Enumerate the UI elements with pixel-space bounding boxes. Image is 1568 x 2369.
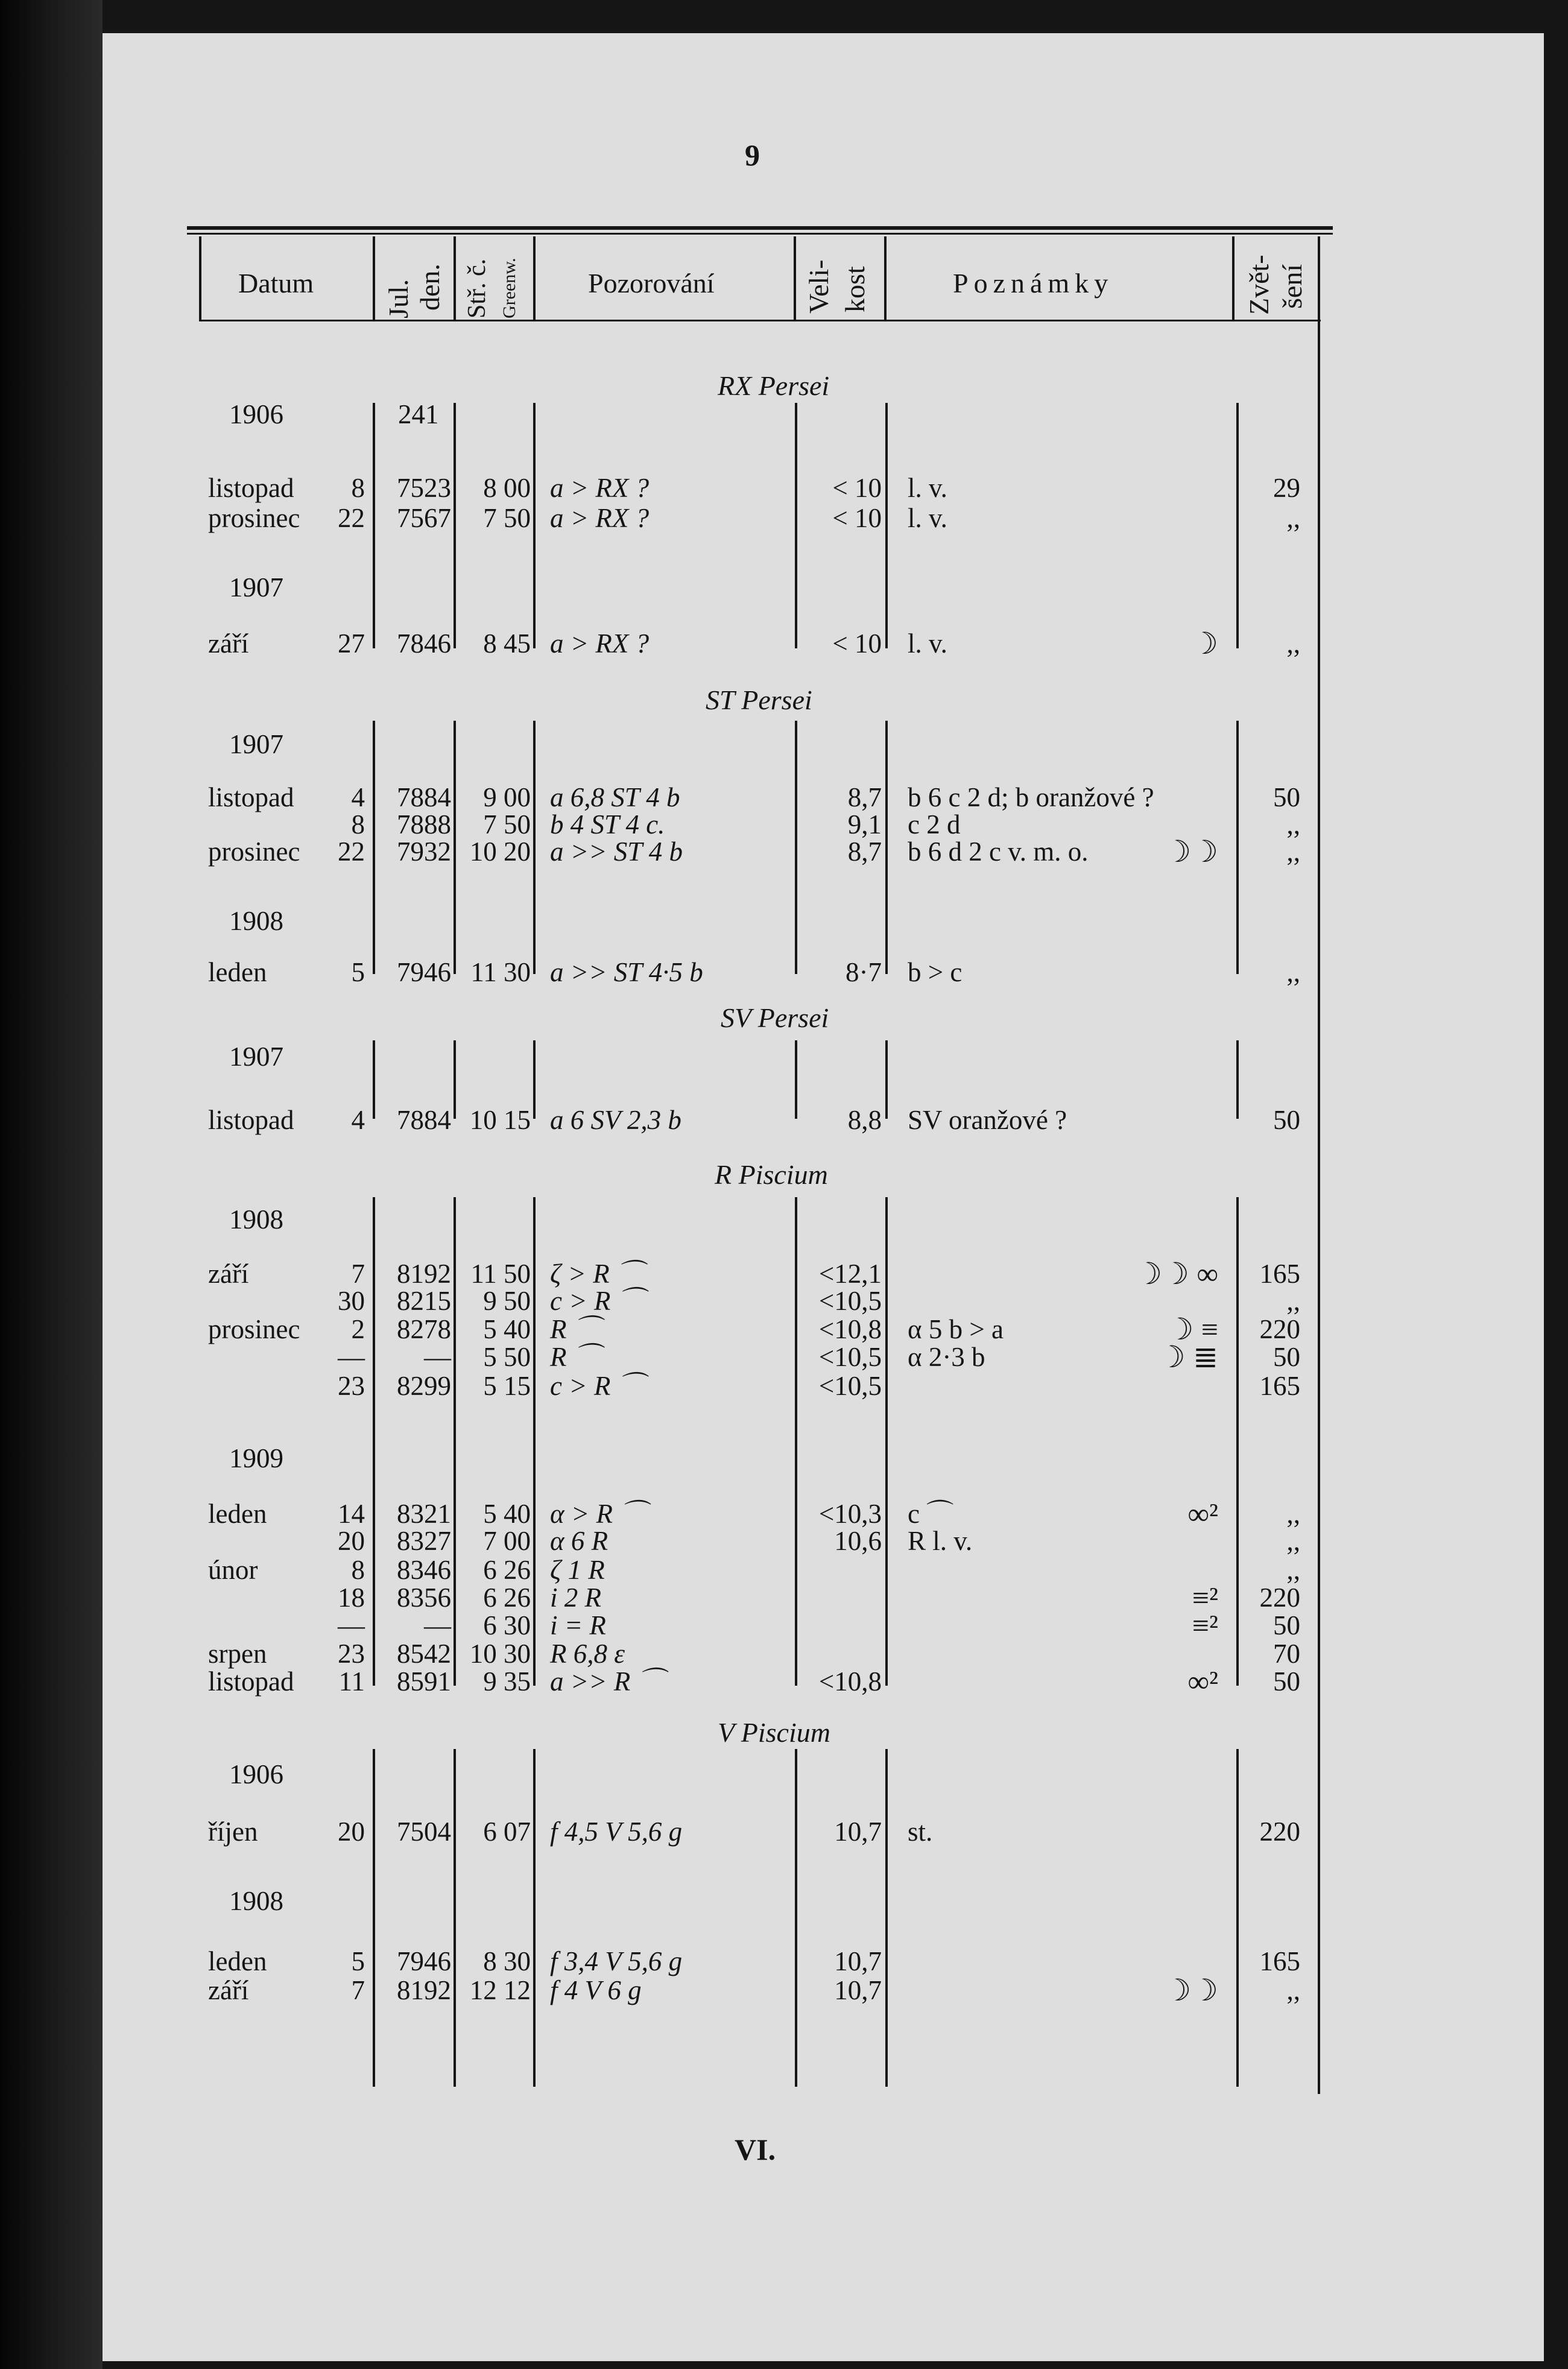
month-cell: prosinec <box>208 837 300 867</box>
col-line-mag-right <box>885 1197 888 1686</box>
header-poznamky: Poznámky <box>953 268 1114 299</box>
header-datum: Datum <box>238 268 314 299</box>
day-cell: — <box>338 1610 365 1640</box>
time-cell: 7 50 <box>483 809 531 840</box>
time-cell: 10 15 <box>469 1105 531 1135</box>
col-line-jd <box>454 403 456 648</box>
time-cell: 5 50 <box>483 1342 531 1372</box>
time-cell: 8 00 <box>483 473 531 503</box>
magnitude-cell: 10,7 <box>834 1975 882 2005</box>
year-label: 1908 <box>229 1886 283 1916</box>
observation-cell: f 4,5 V 5,6 g <box>550 1817 683 1847</box>
observation-cell: R ⌒ <box>550 1342 601 1372</box>
magnitude-cell: 8,7 <box>847 837 882 867</box>
symbol-cell: ☽☽ <box>1164 835 1218 868</box>
month-cell: listopad <box>208 473 294 503</box>
day-cell: 4 <box>351 782 365 812</box>
julian-day-cell: 7888 <box>397 809 451 840</box>
magnitude-cell: < 10 <box>832 503 882 533</box>
magnitude-cell: < 10 <box>832 473 882 503</box>
time-cell: 7 50 <box>483 503 531 533</box>
symbol-cell: ☽ ≣ <box>1158 1340 1218 1374</box>
magnification-cell: 220 <box>1259 1314 1300 1344</box>
year-label: 1908 <box>229 1204 283 1235</box>
year-label: 1907 <box>229 729 283 759</box>
julian-day-cell: 7884 <box>397 1105 451 1135</box>
day-cell: — <box>338 1342 365 1372</box>
observation-cell: a >> ST 4·5 b <box>550 957 703 987</box>
time-cell: 10 20 <box>469 837 531 867</box>
col-line-jd <box>454 236 456 321</box>
magnitude-cell: 8,8 <box>847 1105 882 1135</box>
note-cell: b 6 d 2 c v. m. o. <box>908 837 1089 867</box>
observation-cell: c > R ⌒ <box>550 1371 645 1401</box>
col-line-jd <box>454 1040 456 1119</box>
month-cell: listopad <box>208 782 294 812</box>
time-cell: 6 30 <box>483 1610 531 1640</box>
observation-cell: a > RX ? <box>550 473 650 503</box>
magnitude-cell: 8,7 <box>847 782 882 812</box>
magnification-cell: ,, <box>1286 1526 1300 1556</box>
observation-cell: f 3,4 V 5,6 g <box>550 1946 683 1976</box>
magnification-cell: 29 <box>1273 473 1300 503</box>
magnitude-cell: <10,8 <box>818 1666 882 1697</box>
note-cell: l. v. <box>908 503 947 533</box>
magnification-cell: ,, <box>1286 503 1300 533</box>
julian-day-cell: 7846 <box>397 628 451 659</box>
col-line-zoom <box>1236 721 1239 974</box>
year-label: 1908 <box>229 906 283 936</box>
magnification-cell: ,, <box>1286 809 1300 840</box>
time-cell: 5 40 <box>483 1314 531 1344</box>
observation-cell: c > R ⌒ <box>550 1286 645 1316</box>
julian-day-cell: 8542 <box>397 1639 451 1669</box>
col-line-left <box>199 236 201 321</box>
col-line-time <box>533 403 536 648</box>
magnification-cell: 50 <box>1273 1666 1300 1697</box>
year-label: 1906 <box>229 399 283 429</box>
julian-day-cell: 7946 <box>397 957 451 987</box>
month-cell: prosinec <box>208 503 300 533</box>
observation-cell: ζ > R ⌒ <box>550 1259 643 1289</box>
magnification-cell: 70 <box>1273 1639 1300 1669</box>
symbol-cell: ∞² <box>1187 1497 1218 1531</box>
month-cell: prosinec <box>208 1314 300 1344</box>
symbol-cell: ≡² <box>1192 1581 1218 1615</box>
note-cell: SV oranžové ? <box>908 1105 1067 1135</box>
julian-day-cell: 8327 <box>397 1526 451 1556</box>
time-cell: 8 30 <box>483 1946 531 1976</box>
observation-cell: a >> ST 4 b <box>550 837 683 867</box>
note-cell: b > c <box>908 957 963 987</box>
page-number: 9 <box>745 138 760 172</box>
day-cell: 11 <box>338 1666 365 1697</box>
magnification-cell: 50 <box>1273 1610 1300 1640</box>
col-line-zoom <box>1236 403 1239 648</box>
month-cell: září <box>208 1975 249 2005</box>
magnitude-cell: <10,5 <box>818 1371 882 1401</box>
header-greenw: Greenw. <box>499 258 519 318</box>
col-line-mag-right <box>885 721 888 974</box>
magnitude-cell: <10,3 <box>818 1499 882 1529</box>
symbol-cell: ☽ <box>1191 627 1218 660</box>
year-label: 1907 <box>229 572 283 603</box>
observation-cell: a > RX ? <box>550 628 650 659</box>
month-cell: únor <box>208 1555 258 1585</box>
julian-day: 241 <box>398 399 439 429</box>
col-line-time <box>533 1040 536 1119</box>
day-cell: 7 <box>351 1975 365 2005</box>
time-cell: 6 26 <box>483 1555 531 1585</box>
time-cell: 11 30 <box>470 957 531 987</box>
time-cell: 6 26 <box>483 1583 531 1613</box>
header-top-rule-thin <box>187 233 1333 235</box>
observation-cell: i = R <box>550 1610 606 1640</box>
day-cell: 5 <box>351 1946 365 1976</box>
magnification-cell: 50 <box>1273 1342 1300 1372</box>
day-cell: 30 <box>338 1286 365 1316</box>
observation-cell: a 6 SV 2,3 b <box>550 1105 681 1135</box>
section-title: ST Persei <box>706 685 812 715</box>
observation-cell: R ⌒ <box>550 1314 601 1344</box>
observation-cell: α > R ⌒ <box>550 1499 647 1529</box>
day-cell: 4 <box>351 1105 365 1135</box>
month-cell: září <box>208 628 249 659</box>
col-line-jd <box>454 1197 456 1686</box>
observation-cell: a 6,8 ST 4 b <box>550 782 680 812</box>
col-line-zoom <box>1236 1197 1239 1686</box>
col-line-mag-right <box>885 1749 888 2087</box>
magnitude-cell: <10,5 <box>818 1342 882 1372</box>
col-line-zoom <box>1236 1749 1239 2087</box>
day-cell: 7 <box>351 1259 365 1289</box>
julian-day-cell: 7567 <box>397 503 451 533</box>
time-cell: 7 00 <box>483 1526 531 1556</box>
header-bottom-rule <box>199 320 1321 321</box>
col-line-mag-right <box>885 1040 888 1119</box>
observation-cell: a > RX ? <box>550 503 650 533</box>
magnitude-cell: 10,6 <box>834 1526 882 1556</box>
time-cell: 8 45 <box>483 628 531 659</box>
col-line-time <box>533 721 536 974</box>
magnification-cell: ,, <box>1286 837 1300 867</box>
col-line-mag-right <box>885 403 888 648</box>
month-cell: září <box>208 1259 249 1289</box>
header-vel: Veli- <box>803 259 834 314</box>
observation-cell: f 4 V 6 g <box>550 1975 642 2005</box>
julian-day-cell: 8278 <box>397 1314 451 1344</box>
julian-day-cell: 8299 <box>397 1371 451 1401</box>
julian-day-cell: — <box>424 1610 451 1640</box>
magnification-cell: ,, <box>1286 628 1300 659</box>
col-line-time <box>533 236 536 321</box>
time-cell: 9 50 <box>483 1286 531 1316</box>
observation-cell: α 6 R <box>550 1526 609 1556</box>
julian-day-cell: 8356 <box>397 1583 451 1613</box>
julian-day-cell: 8346 <box>397 1555 451 1585</box>
magnification-cell: 220 <box>1259 1583 1300 1613</box>
julian-day-cell: 8215 <box>397 1286 451 1316</box>
col-line-notes <box>1232 236 1234 321</box>
header-zvet: Zvět- <box>1244 255 1274 315</box>
col-line-time <box>533 1197 536 1686</box>
magnitude-cell: 10,7 <box>834 1946 882 1976</box>
time-cell: 12 12 <box>469 1975 531 2005</box>
magnification-cell: 165 <box>1259 1946 1300 1976</box>
day-cell: 14 <box>338 1499 365 1529</box>
magnification-cell: ,, <box>1286 957 1300 987</box>
magnification-cell: ,, <box>1286 1499 1300 1529</box>
month-cell: říjen <box>208 1817 258 1847</box>
month-cell: leden <box>208 957 267 987</box>
magnitude-cell: 10,7 <box>834 1817 882 1847</box>
magnitude-cell: < 10 <box>832 628 882 659</box>
magnification-cell: ,, <box>1286 1555 1300 1585</box>
note-cell: α 5 b > a <box>908 1314 1004 1344</box>
julian-day-cell: 7504 <box>397 1817 451 1847</box>
day-cell: 27 <box>338 628 365 659</box>
observation-cell: ζ 1 R <box>550 1555 605 1585</box>
symbol-cell: ☽☽ <box>1164 1973 1218 2007</box>
magnitude-cell: 9,1 <box>847 809 882 840</box>
magnification-cell: 165 <box>1259 1371 1300 1401</box>
note-cell: l. v. <box>908 628 947 659</box>
time-cell: 11 50 <box>470 1259 531 1289</box>
symbol-cell: ☽☽ ∞ <box>1135 1257 1218 1291</box>
header-seni: šení <box>1277 264 1307 309</box>
magnitude-cell: <12,1 <box>818 1259 882 1289</box>
day-cell: 23 <box>338 1639 365 1669</box>
day-cell: 5 <box>351 957 365 987</box>
day-cell: 22 <box>338 837 365 867</box>
note-cell: α 2·3 b <box>908 1342 985 1372</box>
observation-cell: R 6,8 ε <box>550 1639 625 1669</box>
year-label: 1909 <box>229 1443 283 1473</box>
time-cell: 6 07 <box>483 1817 531 1847</box>
magnification-cell: 220 <box>1259 1817 1300 1847</box>
day-cell: 22 <box>338 503 365 533</box>
col-line-mag-left <box>795 1749 797 2087</box>
col-line-datum <box>373 403 375 648</box>
time-cell: 10 30 <box>469 1639 531 1669</box>
col-line-obs <box>794 236 796 321</box>
header-kost: kost <box>839 266 870 312</box>
col-line-time <box>533 1749 536 2087</box>
symbol-cell: ☽ ≡ <box>1166 1312 1218 1346</box>
month-cell: listopad <box>208 1666 294 1697</box>
day-cell: 2 <box>351 1314 365 1344</box>
header-top-rule <box>187 226 1333 230</box>
day-cell: 20 <box>338 1817 365 1847</box>
header-jul: Jul. <box>383 279 414 318</box>
col-line-jd <box>454 1749 456 2087</box>
julian-day-cell: 8321 <box>397 1499 451 1529</box>
note-cell: R l. v. <box>908 1526 973 1556</box>
note-cell: l. v. <box>908 473 947 503</box>
section-title: RX Persei <box>718 370 830 401</box>
col-line-right <box>1318 236 1320 2094</box>
day-cell: 8 <box>351 1555 365 1585</box>
note-cell: c 2 d <box>908 809 961 840</box>
section-title: SV Persei <box>721 1002 829 1033</box>
day-cell: 8 <box>351 809 365 840</box>
julian-day-cell: 8591 <box>397 1666 451 1697</box>
col-line-datum <box>373 1040 375 1119</box>
symbol-cell: ≡² <box>1192 1608 1218 1642</box>
magnification-cell: ,, <box>1286 1286 1300 1316</box>
month-cell: leden <box>208 1499 267 1529</box>
day-cell: 8 <box>351 473 365 503</box>
col-line-datum <box>373 721 375 974</box>
month-cell: srpen <box>208 1639 267 1669</box>
magnitude-cell: <10,8 <box>818 1314 882 1344</box>
julian-day-cell: 7884 <box>397 782 451 812</box>
time-cell: 9 35 <box>483 1666 531 1697</box>
col-line-jd <box>454 721 456 974</box>
time-cell: 9 00 <box>483 782 531 812</box>
day-cell: 23 <box>338 1371 365 1401</box>
month-cell: leden <box>208 1946 267 1976</box>
note-cell: b 6 c 2 d; b oranžové ? <box>908 782 1154 812</box>
julian-day-cell: 7946 <box>397 1946 451 1976</box>
day-cell: 18 <box>338 1583 365 1613</box>
year-label: 1907 <box>229 1042 283 1072</box>
year-label: 1906 <box>229 1759 283 1789</box>
col-line-datum <box>373 236 375 321</box>
header-den: den. <box>414 264 445 311</box>
day-cell: 20 <box>338 1526 365 1556</box>
magnification-cell: ,, <box>1286 1975 1300 2005</box>
julian-day-cell: 8192 <box>397 1975 451 2005</box>
julian-day-cell: 7523 <box>397 473 451 503</box>
header-str: Stř. č. <box>463 258 491 318</box>
observation-cell: i 2 R <box>550 1583 601 1613</box>
magnification-cell: 50 <box>1273 782 1300 812</box>
julian-day-cell: 7932 <box>397 837 451 867</box>
magnitude-cell: <10,5 <box>818 1286 882 1316</box>
time-cell: 5 40 <box>483 1499 531 1529</box>
month-cell: listopad <box>208 1105 294 1135</box>
col-line-datum <box>373 1749 375 2087</box>
julian-day-cell: — <box>424 1342 451 1372</box>
magnification-cell: 50 <box>1273 1105 1300 1135</box>
symbol-cell: ∞² <box>1187 1665 1218 1698</box>
header-pozorovani: Pozorování <box>588 268 715 299</box>
julian-day-cell: 8192 <box>397 1259 451 1289</box>
col-line-datum <box>373 1197 375 1686</box>
time-cell: 5 15 <box>483 1371 531 1401</box>
footer-signature: VI. <box>735 2133 776 2166</box>
section-title: V Piscium <box>718 1717 830 1748</box>
observation-cell: a >> R ⌒ <box>550 1666 665 1697</box>
observation-cell: b 4 ST 4 c. <box>550 809 665 840</box>
note-cell: c ⌒ <box>908 1499 954 1529</box>
section-title: R Piscium <box>715 1159 828 1190</box>
col-line-mag <box>884 236 887 321</box>
magnitude-cell: 8·7 <box>846 957 882 987</box>
magnification-cell: 165 <box>1259 1259 1300 1289</box>
note-cell: st. <box>908 1817 933 1847</box>
col-line-zoom <box>1236 1040 1239 1119</box>
